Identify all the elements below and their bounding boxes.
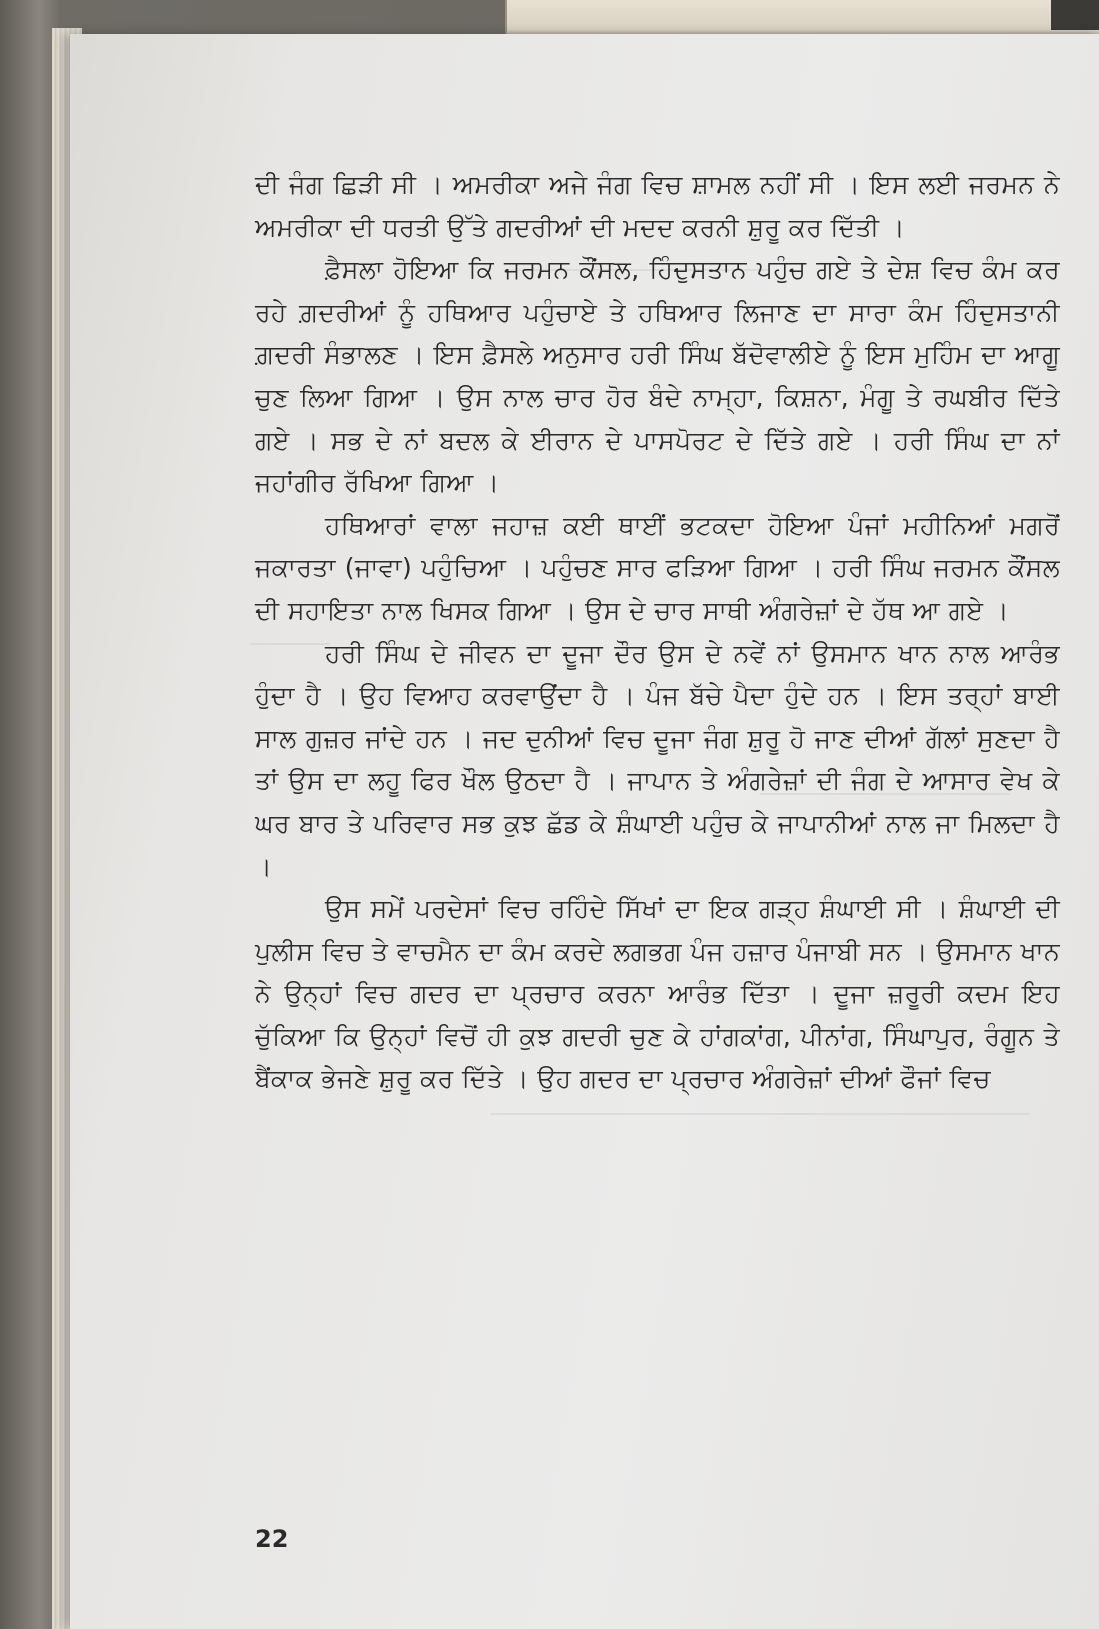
paragraph-5: ਉਸ ਸਮੇਂ ਪਰਦੇਸਾਂ ਵਿਚ ਰਹਿੰਦੇ ਸਿੱਖਾਂ ਦਾ ਇਕ ਗੜ੍ਹ ਸ਼ੰਘਾਈ ਸੀ । ਸ਼ੰਘਾਈ ਦੀ ਪੁਲੀਸ ਵਿਚ ਤੇ ਵਾਚਮੈਨ ਦਾ ਕੰਮ ਕਰਦੇ ਲਗਭਗ ਪੰਜ ਹਜ਼ਾਰ ਪੰਜਾਬੀ ਸਨ । ਉਸਮਾਨ ਖਾਨ ਨੇ ਉਨ੍ਹਾਂ ਵਿਚ ਗਦਰ ਦਾ ਪ੍ਰਚਾਰ ਕਰਨਾ ਆਰੰਭ ਦਿੱਤਾ । ਦੂਜਾ ਜ਼ਰੂਰੀ ਕਦਮ ਇਹ ਚੁੱਕਿਆ ਕਿ ਉਨ੍ਹਾਂ ਵਿਚੋਂ ਹੀ ਕੁਝ ਗਦਰੀ ਚੁਣ ਕੇ ਹਾਂਗਕਾਂਗ, ਪੀਨਾਂਗ, ਸਿੰਘਾਪੁਰ, ਰੰਗੂਨ ਤੇ ਬੈਂਕਾਕ ਭੇਜਣੇ ਸ਼ੁਰੂ ਕਰ ਦਿੱਤੇ । ਉਹ ਗਦਰ ਦਾ ਪ੍ਰਚਾਰ ਅੰਗਰੇਜ਼ਾਂ ਦੀਆਂ ਫੌਜਾਂ ਵਿਚ bbox=[255, 894, 1060, 1094]
body-text bbox=[255, 164, 1060, 1101]
paragraph-1: ਦੀ ਜੰਗ ਛਿੜੀ ਸੀ । ਅਮਰੀਕਾ ਅਜੇ ਜੰਗ ਵਿਚ ਸ਼ਾਮਲ ਨਹੀਂ ਸੀ । ਇਸ ਲਈ ਜਰਮਨ ਨੇ ਅਮਰੀਕਾ ਦੀ ਧਰਤੀ ਉੱਤੇ ਗਦਰੀਆਂ ਦੀ ਮਦਦ ਕਰਨੀ ਸ਼ੁਰੂ ਕਰ ਦਿੱਤੀ । bbox=[255, 170, 1060, 242]
background-dark-object bbox=[1051, 0, 1099, 30]
paragraph-4: ਹਰੀ ਸਿੰਘ ਦੇ ਜੀਵਨ ਦਾ ਦੂਜਾ ਦੌਰ ਉਸ ਦੇ ਨਵੇਂ ਨਾਂ ਉਸਮਾਨ ਖਾਨ ਨਾਲ ਆਰੰਭ ਹੁੰਦਾ ਹੈ । ਉਹ ਵਿਆਹ ਕਰਵਾਉਂਦਾ ਹੈ । ਪੰਜ ਬੱਚੇ ਪੈਦਾ ਹੁੰਦੇ ਹਨ । ਇਸ ਤਰ੍ਹਾਂ ਬਾਈ ਸਾਲ ਗੁਜ਼ਰ ਜਾਂਦੇ ਹਨ । ਜਦ ਦੁਨੀਆਂ ਵਿਚ ਦੂਜਾ ਜੰਗ ਸ਼ੁਰੂ ਹੋ ਜਾਣ ਦੀਆਂ ਗੱਲਾਂ ਸੁਣਦਾ ਹੈ ਤਾਂ ਉਸ ਦਾ ਲਹੂ ਫਿਰ ਖੌਲ ਉਠਦਾ ਹੈ । ਜਾਪਾਨ ਤੇ ਅੰਗਰੇਜ਼ਾਂ ਦੀ ਜੰਗ ਦੇ ਆਸਾਰ ਵੇਖ ਕੇ ਘਰ ਬਾਰ ਤੇ ਪਰਿਵਾਰ ਸਭ ਕੁਝ ਛੱਡ ਕੇ ਸ਼ੰਘਾਈ ਪਹੁੰਚ ਕੇ ਜਾਪਾਨੀਆਂ ਨਾਲ ਜਾ ਮਿਲਦਾ ਹੈ । bbox=[255, 638, 1060, 881]
page-number: 22 bbox=[255, 1525, 289, 1553]
paragraph-2: ਫ਼ੈਸਲਾ ਹੋਇਆ ਕਿ ਜਰਮਨ ਕੌਂਸਲ, ਹਿੰਦੁਸਤਾਨ ਪਹੁੰਚ ਗਏ ਤੇ ਦੇਸ਼ ਵਿਚ ਕੰਮ ਕਰ ਰਹੇ ਗ਼ਦਰੀਆਂ ਨੂੰ ਹਥਿਆਰ ਪਹੁੰਚਾਏ ਤੇ ਹਥਿਆਰ ਲਿਜਾਣ ਦਾ ਸਾਰਾ ਕੰਮ ਹਿੰਦੁਸਤਾਨੀ ਗ਼ਦਰੀ ਸੰਭਾਲਣ । ਇਸ ਫ਼ੈਸਲੇ ਅਨੁਸਾਰ ਹਰੀ ਸਿੰਘ ਬੱਦੋਵਾਲੀਏ ਨੂੰ ਇਸ ਮੁਹਿੰਮ ਦਾ ਆਗੂ ਚੁਣ ਲਿਆ ਗਿਆ । ਉਸ ਨਾਲ ਚਾਰ ਹੋਰ ਬੰਦੇ ਨਾਮ੍ਹਾ, ਕਿਸ਼ਨਾ, ਮੰਗੂ ਤੇ ਰਘਬੀਰ ਦਿੱਤੇ ਗਏ । ਸਭ ਦੇ ਨਾਂ ਬਦਲ ਕੇ ਈਰਾਨ ਦੇ ਪਾਸਪੋਰਟ ਦੇ ਦਿੱਤੇ ਗਏ । ਹਰੀ ਸਿੰਘ ਦਾ ਨਾਂ ਜਹਾਂਗੀਰ ਰੱਖਿਆ ਗਿਆ । bbox=[255, 255, 1060, 498]
paragraph-3: ਹਥਿਆਰਾਂ ਵਾਲਾ ਜਹਾਜ਼ ਕਈ ਥਾਈਂ ਭਟਕਦਾ ਹੋਇਆ ਪੰਜਾਂ ਮਹੀਨਿਆਂ ਮਗਰੋਂ ਜਕਾਰਤਾ (ਜਾਵਾ) ਪਹੁੰਚਿਆ । ਪਹੁੰਚਣ ਸਾਰ ਫੜਿਆ ਗਿਆ । ਹਰੀ ਸਿੰਘ ਜਰਮਨ ਕੌਂਸਲ ਦੀ ਸਹਾਇਤਾ ਨਾਲ ਖਿਸਕ ਗਿਆ । ਉਸ ਦੇ ਚਾਰ ਸਾਥੀ ਅੰਗਰੇਜ਼ਾਂ ਦੇ ਹੱਥ ਆ ਗਏ । bbox=[255, 510, 1060, 625]
background-book-edge bbox=[505, 0, 1099, 34]
